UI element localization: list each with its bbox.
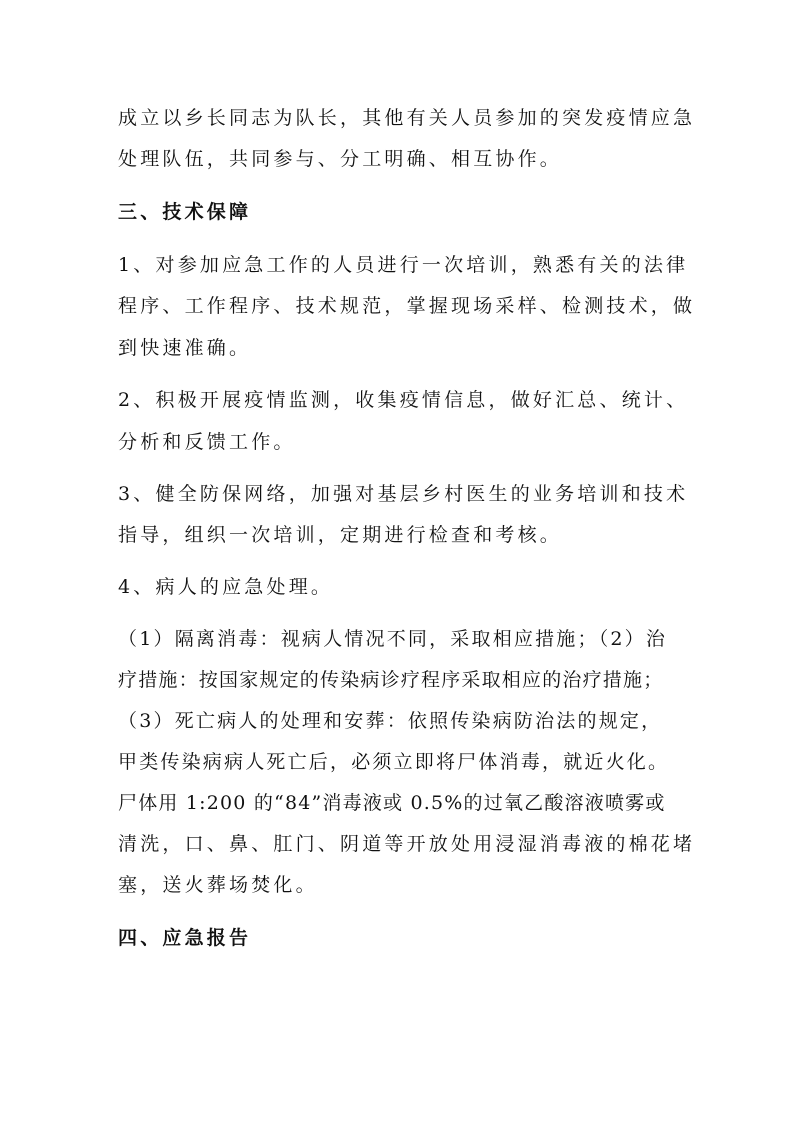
item-1-line-1: 1、对参加应急工作的人员进行一次培训，熟悉有关的法律: [118, 254, 689, 276]
section-heading-emergency-report: 四、应急报告: [118, 927, 252, 949]
item-4-heading: 4、病人的应急处理。: [118, 576, 334, 598]
item-2-line-2: 分析和反馈工作。: [118, 431, 296, 453]
item-1-line-2: 程序、工作程序、技术规范，掌握现场采样、检测技术，做: [118, 295, 696, 317]
item-4-detail-line-5: 尸体用 1:200 的“84”消毒液或 0.5%的过氧乙酸溶液喷雾或: [118, 792, 666, 814]
item-4-detail-line-7: 塞，送火葬场焚化。: [118, 874, 318, 896]
item-4-detail-line-1: （1）隔离消毒：视病人情况不同，采取相应措施；（2）治: [118, 628, 668, 650]
item-3-line-2: 指导，组织一次培训，定期进行检查和考核。: [118, 524, 563, 546]
item-4-detail-line-4: 甲类传染病病人死亡后，必须立即将尸体消毒，就近火化。: [118, 751, 670, 773]
item-4-detail-line-3: （3）死亡病人的处理和安葬：依照传染病防治法的规定，: [118, 710, 663, 732]
item-3-line-1: 3、健全防保网络，加强对基层乡村医生的业务培训和技术: [118, 483, 689, 505]
paragraph-team-line-1: 成立以乡长同志为队长，其他有关人员参加的突发疫情应急: [118, 107, 696, 129]
section-heading-technical-support: 三、技术保障: [118, 201, 252, 223]
item-4-detail-line-2: 疗措施：按国家规定的传染病诊疗程序采取相应的治疗措施；: [118, 669, 664, 691]
item-1-line-3: 到快速准确。: [118, 337, 252, 359]
item-2-line-1: 2、积极开展疫情监测，收集疫情信息，做好汇总、统计、: [118, 389, 689, 411]
paragraph-team-line-2: 处理队伍，共同参与、分工明确、相互协作。: [118, 148, 563, 170]
item-4-detail-line-6: 清洗，口、鼻、肛门、阴道等开放处用浸湿消毒液的棉花堵: [118, 833, 696, 855]
